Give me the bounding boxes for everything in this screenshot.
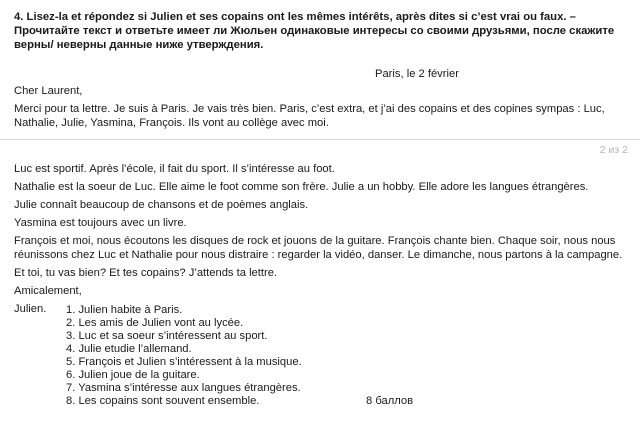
letter-date: Paris, le 2 février [375,68,459,80]
letter-closing: Amicalement, [14,285,82,297]
letter-paragraph-intro: Merci pour ta lettre. Je suis à Paris. Je vais très bien. Paris, c’est extra, et j’ai des copains et des copines sympas : Luc, Nathalie, Julie, Yasmina, François. Ils vont au collège avec moi. [14,103,605,129]
statement-item: 2. Les amis de Julien vont au lycée. [66,317,244,329]
statements-list [66,304,302,408]
score-label: 8 баллов [366,395,414,407]
letter-line-julie: Julie connaît beaucoup de chansons et de poèmes anglais. [14,199,309,211]
page-counter: 2 из 2 [599,144,628,156]
letter-line-francois: François et moi, nous écoutons les disques de rock et jouons de la guitare. François chante bien. Chaque soir, nous nous réunissons chez Luc et Nathalie pour nous distraire : regarder la vidéo, danser. Le dimanche, nous partons à la campagne. [14,235,623,261]
statement-item: 8. Les copains sont souvent ensemble. [66,395,260,407]
statement-item: 3. Luc et sa soeur s’intéressent au sport. [66,330,268,342]
letter-salutation: Cher Laurent, [14,85,83,97]
statement-item: 6. Julien joue de la guitare. [66,369,200,381]
letter-signature: Julien. [14,303,47,315]
letter-line-nathalie: Nathalie est la soeur de Luc. Elle aime le foot comme son frère. Julie a un hobby. Elle adore les langues étrangères. [14,181,589,193]
statement-item: 1. Julien habite à Paris. [66,304,183,316]
page-divider [0,139,640,140]
statement-item: 4. Julie etudie l’allemand. [66,343,192,355]
letter-line-yasmina: Yasmina est toujours avec un livre. [14,217,187,229]
statement-item: 7. Yasmina s’intéresse aux langues étrangères. [66,382,301,394]
letter-body [14,162,626,320]
letter-line-luc: Luc est sportif. Après l’école, il fait du sport. Il s’intéresse au foot. [14,163,335,175]
statement-item: 5. François et Julien s’intéressent à la musique. [66,356,302,368]
task-instructions: 4. Lisez-la et répondez si Julien et ses copains ont les mêmes intérêts, après dites si c’est vrai ou faux. – Прочитайте текст и ответьте имеет ли Жюльен одинаковые интересы со своими друзьями, после скажите верны/ неверны данные ниже утверждения. [14,11,615,51]
letter-line-question: Et toi, tu vas bien? Et tes copains? J’attends ta lettre. [14,267,278,279]
